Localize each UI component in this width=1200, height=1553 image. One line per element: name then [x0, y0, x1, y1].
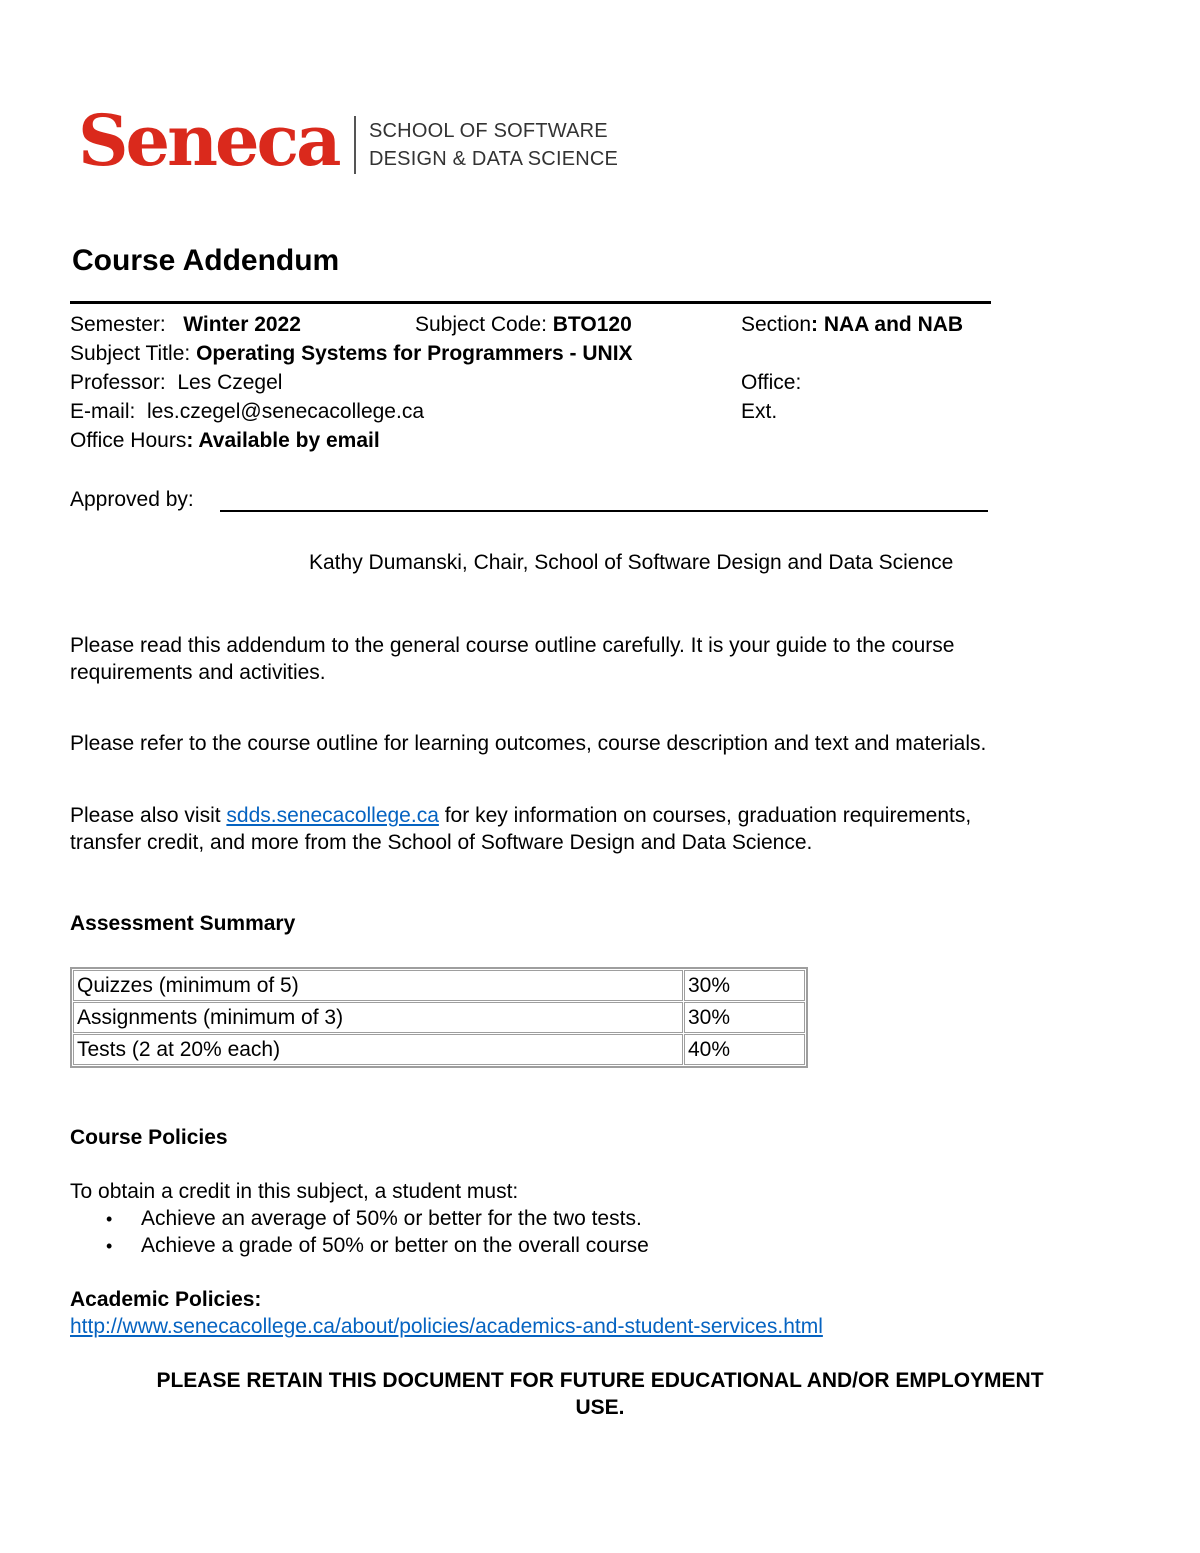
policies-intro: To obtain a credit in this subject, a student must: [70, 1180, 519, 1203]
email-row [70, 398, 424, 425]
academic-policies-heading: Academic Policies: [70, 1288, 262, 1311]
assessment-item: Assignments (minimum of 3) [73, 1002, 683, 1033]
office-hours-value: : Available by email [186, 429, 380, 452]
academic-policies-link[interactable]: http://www.senecacollege.ca/about/policies/academics-and-student-services.html [70, 1315, 823, 1338]
semester-label: Semester: [70, 313, 166, 336]
retain-notice-line2: USE. [575, 1396, 625, 1419]
list-item: Achieve a grade of 50% or better on the overall course [141, 1234, 649, 1257]
course-policies-heading: Course Policies [70, 1126, 228, 1149]
retain-notice-line1: PLEASE RETAIN THIS DOCUMENT FOR FUTURE EDUCATIONAL AND/OR EMPLOYMENT [156, 1369, 1044, 1392]
bullet-icon: • [106, 1209, 113, 1229]
visit-text-after: for key information on courses, graduation requirements, [438, 804, 972, 827]
logo-school-line1: SCHOOL OF SOFTWARE [369, 120, 608, 142]
signature-line [220, 510, 988, 512]
intro-paragraph-line2: requirements and activities. [70, 661, 326, 684]
semester-value: Winter 2022 [183, 313, 301, 336]
assessment-weight: 30% [684, 970, 805, 1001]
subject-title-label: Subject Title: [70, 342, 191, 365]
professor-value: Les Czegel [177, 371, 283, 394]
visit-paragraph-line1 [70, 802, 971, 829]
seneca-logo-wordmark: Seneca [78, 99, 339, 182]
intro-paragraph-line1: Please read this addendum to the general course outline carefully. It is your guide to the course [70, 634, 955, 657]
assessment-item: Quizzes (minimum of 5) [73, 970, 683, 1001]
page-title: Course Addendum [72, 244, 340, 277]
office-label: Office: [741, 371, 802, 394]
list-item: Achieve an average of 50% or better for the two tests. [141, 1207, 642, 1230]
title-divider [70, 301, 991, 304]
professor-row [70, 369, 282, 396]
semester-row [70, 311, 301, 338]
subject-title-row [70, 340, 633, 367]
email-label: E-mail: [70, 400, 136, 423]
visit-text-before: Please also visit [70, 804, 227, 827]
professor-label: Professor: [70, 371, 166, 394]
course-outline-paragraph: Please refer to the course outline for learning outcomes, course description and text and materials. [70, 732, 987, 755]
table-row [73, 1002, 805, 1033]
office-hours-row [70, 427, 380, 454]
approved-by-label: Approved by: [70, 488, 194, 511]
section-row [741, 311, 963, 338]
ext-label: Ext. [741, 400, 778, 423]
visit-paragraph-line2: transfer credit, and more from the School of Software Design and Data Science. [70, 831, 813, 854]
assessment-heading: Assessment Summary [70, 912, 296, 935]
approver-name: Kathy Dumanski, Chair, School of Software Design and Data Science [309, 551, 954, 574]
table-row [73, 970, 805, 1001]
logo-divider [354, 116, 356, 174]
email-value: les.czegel@senecacollege.ca [147, 400, 424, 423]
bullet-icon: • [106, 1236, 113, 1256]
subject-code-row [415, 311, 632, 338]
assessment-weight: 30% [684, 1002, 805, 1033]
assessment-table [70, 967, 808, 1068]
section-label: Section [741, 313, 812, 336]
section-value: : NAA and NAB [811, 313, 964, 336]
subject-title-value: Operating Systems for Programmers - UNIX [196, 342, 633, 365]
logo-school-line2: DESIGN & DATA SCIENCE [369, 148, 619, 170]
office-hours-label: Office Hours [70, 429, 187, 452]
subject-code-value: BTO120 [552, 313, 632, 336]
table-row [73, 1034, 805, 1065]
assessment-weight: 40% [684, 1034, 805, 1065]
assessment-item: Tests (2 at 20% each) [73, 1034, 683, 1065]
sdds-link[interactable]: sdds.senecacollege.ca [226, 804, 439, 827]
subject-code-label: Subject Code: [415, 313, 547, 336]
